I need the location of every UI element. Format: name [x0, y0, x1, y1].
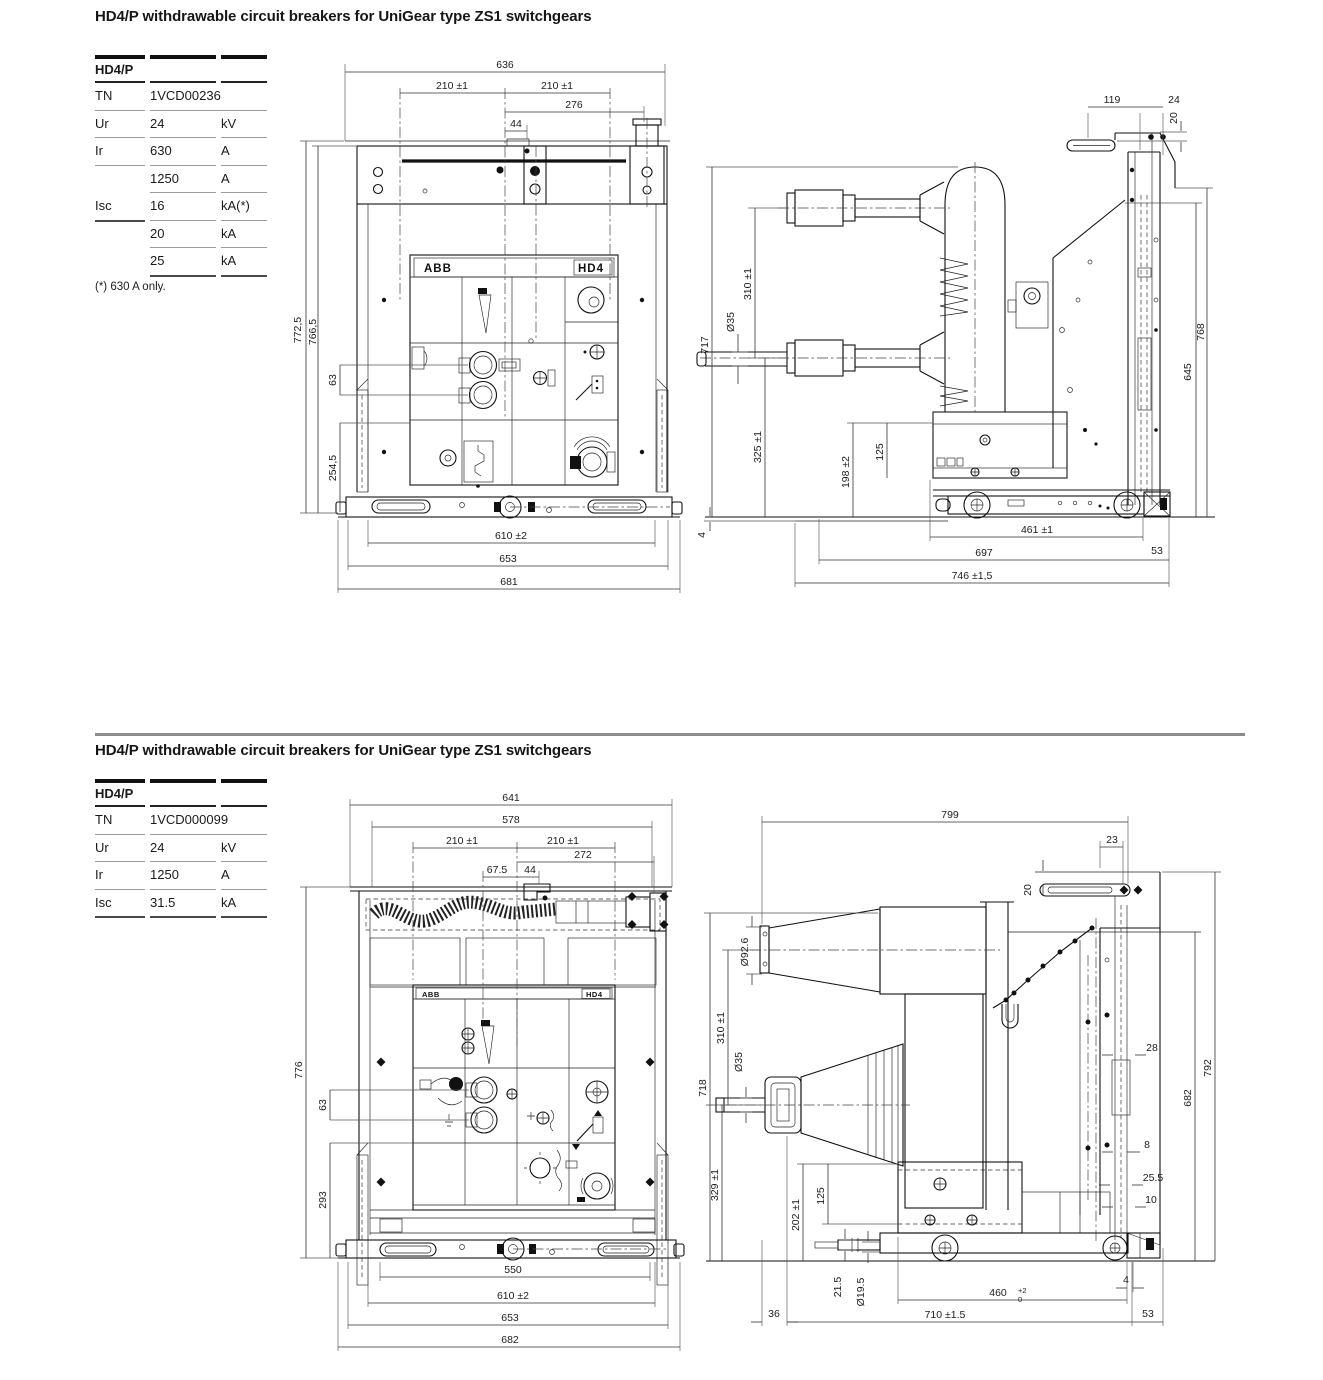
isc-value-3: 25 — [150, 248, 216, 277]
dim-28: 28 — [1146, 1042, 1158, 1054]
truck-lever — [576, 384, 592, 400]
ir-label: Ir — [95, 138, 145, 166]
ir-label: Ir — [95, 862, 145, 890]
truck-side — [705, 490, 1215, 521]
dim-dia-19-5: Ø19.5 — [855, 1277, 867, 1307]
ribbed-pole-column — [905, 994, 983, 1208]
dim-44: 44 — [524, 864, 536, 876]
dim-550: 550 — [504, 1264, 522, 1276]
dim-636: 636 — [496, 59, 514, 71]
dim-4: 4 — [1123, 1274, 1129, 1286]
operating-mechanism-box — [898, 1162, 1110, 1233]
dim-10: 10 — [1145, 1194, 1157, 1206]
isc-unit-3: kA — [221, 248, 267, 277]
dim-653: 653 — [501, 1312, 519, 1324]
dim-293: 293 — [317, 1191, 329, 1209]
model-label: HD4 — [586, 990, 603, 999]
model-label: HD4 — [578, 263, 605, 275]
front-view-bottom — [293, 792, 684, 1351]
dim-125: 125 — [815, 1187, 827, 1205]
ur-label: Ur — [95, 111, 145, 139]
charging-state-indicator — [482, 1026, 494, 1064]
selector-knob — [449, 1077, 463, 1091]
closing-spring — [940, 258, 968, 316]
dim-746: 746 ±1,5 — [951, 570, 993, 582]
dim-610: 610 ±2 — [496, 1290, 530, 1302]
dim-dia-92-6: Ø92.6 — [739, 937, 751, 967]
side-view-top — [696, 94, 1215, 587]
table-1-note: (*) 630 A only. — [95, 281, 166, 293]
front-panel — [413, 985, 615, 1210]
interlock-post-left — [507, 139, 546, 204]
dim-125: 125 — [874, 443, 886, 461]
racking-socket — [584, 1173, 610, 1199]
dim-44: 44 — [510, 118, 522, 130]
dim-610: 610 ±2 — [494, 530, 528, 542]
charging-state-indicator — [479, 295, 491, 333]
close-pushbutton — [470, 382, 497, 409]
tn-label: TN — [95, 83, 145, 111]
dim-272: 272 — [574, 849, 592, 861]
dim-460-tol-lower: 0 — [1018, 1295, 1023, 1304]
section-1-title: HD4/P withdrawable circuit breakers for UniGear type ZS1 switchgears — [95, 8, 592, 25]
dim-dia-35: Ø35 — [725, 312, 737, 332]
dim-202: 202 ±1 — [790, 1198, 802, 1232]
dim-254-5: 254,5 — [327, 454, 339, 482]
dim-772-5: 772,5 — [292, 316, 304, 344]
dim-25-5: 25.5 — [1142, 1172, 1164, 1184]
dim-682: 682 — [501, 1334, 519, 1346]
truck-handle-right — [598, 1243, 654, 1256]
dim-717: 717 — [699, 336, 711, 354]
operation-counter — [502, 362, 516, 368]
dim-210-left: 210 ±1 — [445, 835, 479, 847]
racking-socket — [577, 447, 607, 477]
isc-unit-2: kA — [221, 221, 267, 249]
dim-461: 461 ±1 — [1020, 524, 1054, 536]
truck-handle-left — [372, 500, 430, 513]
brand-logo: ABB — [424, 263, 452, 275]
dim-24: 24 — [1168, 94, 1180, 106]
brand-logo: ABB — [422, 990, 440, 999]
dim-20: 20 — [1022, 884, 1034, 896]
lower-bushing — [697, 332, 950, 384]
ir-value-1: 630 — [150, 138, 216, 166]
side-view-top-dimensions — [696, 94, 1213, 587]
dim-460-tol-upper: +2 — [1018, 1286, 1027, 1295]
dim-8: 8 — [1144, 1139, 1150, 1151]
truck-handle-left — [380, 1243, 436, 1256]
dim-792: 792 — [1202, 1059, 1214, 1077]
front-view-bottom-dimensions — [293, 792, 680, 1351]
table-header: HD4/P — [95, 55, 145, 83]
dim-53: 53 — [1151, 545, 1163, 557]
upper-bushing — [750, 907, 1000, 994]
truck-front — [336, 496, 682, 518]
dim-799: 799 — [941, 809, 959, 821]
fixing-bracket — [1035, 872, 1160, 896]
ir-unit-2: A — [221, 166, 267, 194]
dim-697: 697 — [975, 547, 993, 559]
dim-63: 63 — [327, 374, 339, 386]
dim-119: 119 — [1103, 94, 1121, 106]
dim-681: 681 — [500, 576, 518, 588]
isc-value-1: 16 — [150, 193, 216, 221]
rear-frame — [1053, 133, 1160, 505]
dim-776: 776 — [293, 1061, 305, 1079]
isc-label: Isc — [95, 193, 145, 222]
ur-label: Ur — [95, 835, 145, 863]
isc-unit-1: kA(*) — [221, 193, 267, 221]
dim-310: 310 ±1 — [715, 1011, 727, 1045]
upper-bushing — [778, 182, 950, 234]
ir-value: 1250 — [150, 862, 216, 890]
dim-20: 20 — [1168, 112, 1180, 124]
truck-side — [706, 1233, 1215, 1261]
dim-710: 710 ±1.5 — [924, 1309, 966, 1321]
isc-unit: kA — [221, 890, 267, 919]
ur-value: 24 — [150, 111, 216, 139]
dim-641: 641 — [502, 792, 520, 804]
dim-460: 460 — [989, 1287, 1007, 1299]
ir-value-2: 1250 — [150, 166, 216, 194]
dim-dia-35: Ø35 — [733, 1052, 745, 1072]
rear-latch — [1127, 1233, 1160, 1258]
dim-718: 718 — [697, 1079, 709, 1097]
dim-23: 23 — [1106, 834, 1118, 846]
ir-unit: A — [221, 862, 267, 890]
dim-310: 310 ±1 — [742, 267, 754, 301]
section-2-title: HD4/P withdrawable circuit breakers for UniGear type ZS1 switchgears — [95, 742, 592, 759]
flexible-conduit — [374, 902, 556, 921]
truck-probe — [838, 1240, 880, 1250]
spring-charge-dial — [578, 287, 604, 313]
dim-578: 578 — [502, 814, 520, 826]
truck-front — [336, 1238, 684, 1260]
table-header: HD4/P — [95, 779, 145, 807]
dim-63: 63 — [317, 1099, 329, 1111]
dim-766-5: 766,5 — [307, 318, 319, 346]
dim-645: 645 — [1182, 363, 1194, 381]
dim-325: 325 ±1 — [752, 430, 764, 464]
dim-210-right: 210 ±1 — [546, 835, 580, 847]
tn-value: 1VCD000099 — [150, 807, 267, 835]
dim-210-right: 210 ±1 — [540, 80, 574, 92]
dim-210-left: 210 ±1 — [435, 80, 469, 92]
dim-768: 768 — [1195, 323, 1207, 341]
front-view-top — [292, 59, 682, 593]
truck-lever — [577, 1124, 593, 1141]
ir-unit-1: A — [221, 138, 267, 166]
tn-label: TN — [95, 807, 145, 835]
truck-handle-right — [588, 500, 646, 513]
lifting-rails — [357, 379, 668, 492]
open-pushbutton — [470, 352, 497, 379]
dim-276: 276 — [565, 99, 583, 111]
ur-value: 24 — [150, 835, 216, 863]
dim-4: 4 — [696, 532, 708, 538]
dim-682: 682 — [1182, 1089, 1194, 1107]
isc-value: 31.5 — [150, 890, 216, 919]
ur-unit: kV — [221, 835, 267, 863]
side-view-bottom — [697, 809, 1221, 1326]
dim-36: 36 — [768, 1308, 780, 1320]
side-view-bottom-dimensions — [697, 809, 1221, 1326]
rear-frame — [1008, 872, 1201, 1245]
dim-653: 653 — [499, 553, 517, 565]
tn-value: 1VCD00236 — [150, 83, 267, 111]
operating-mechanism-box — [933, 412, 1067, 478]
dim-329: 329 ±1 — [709, 1168, 721, 1202]
dim-53: 53 — [1142, 1308, 1154, 1320]
dim-198: 198 ±2 — [840, 455, 852, 489]
dim-67-5: 67.5 — [486, 864, 508, 876]
isc-value-2: 20 — [150, 221, 216, 249]
dim-21-5: 21.5 — [832, 1276, 844, 1298]
isc-label: Isc — [95, 890, 145, 919]
front-panel — [410, 255, 618, 488]
ur-unit: kV — [221, 111, 267, 139]
